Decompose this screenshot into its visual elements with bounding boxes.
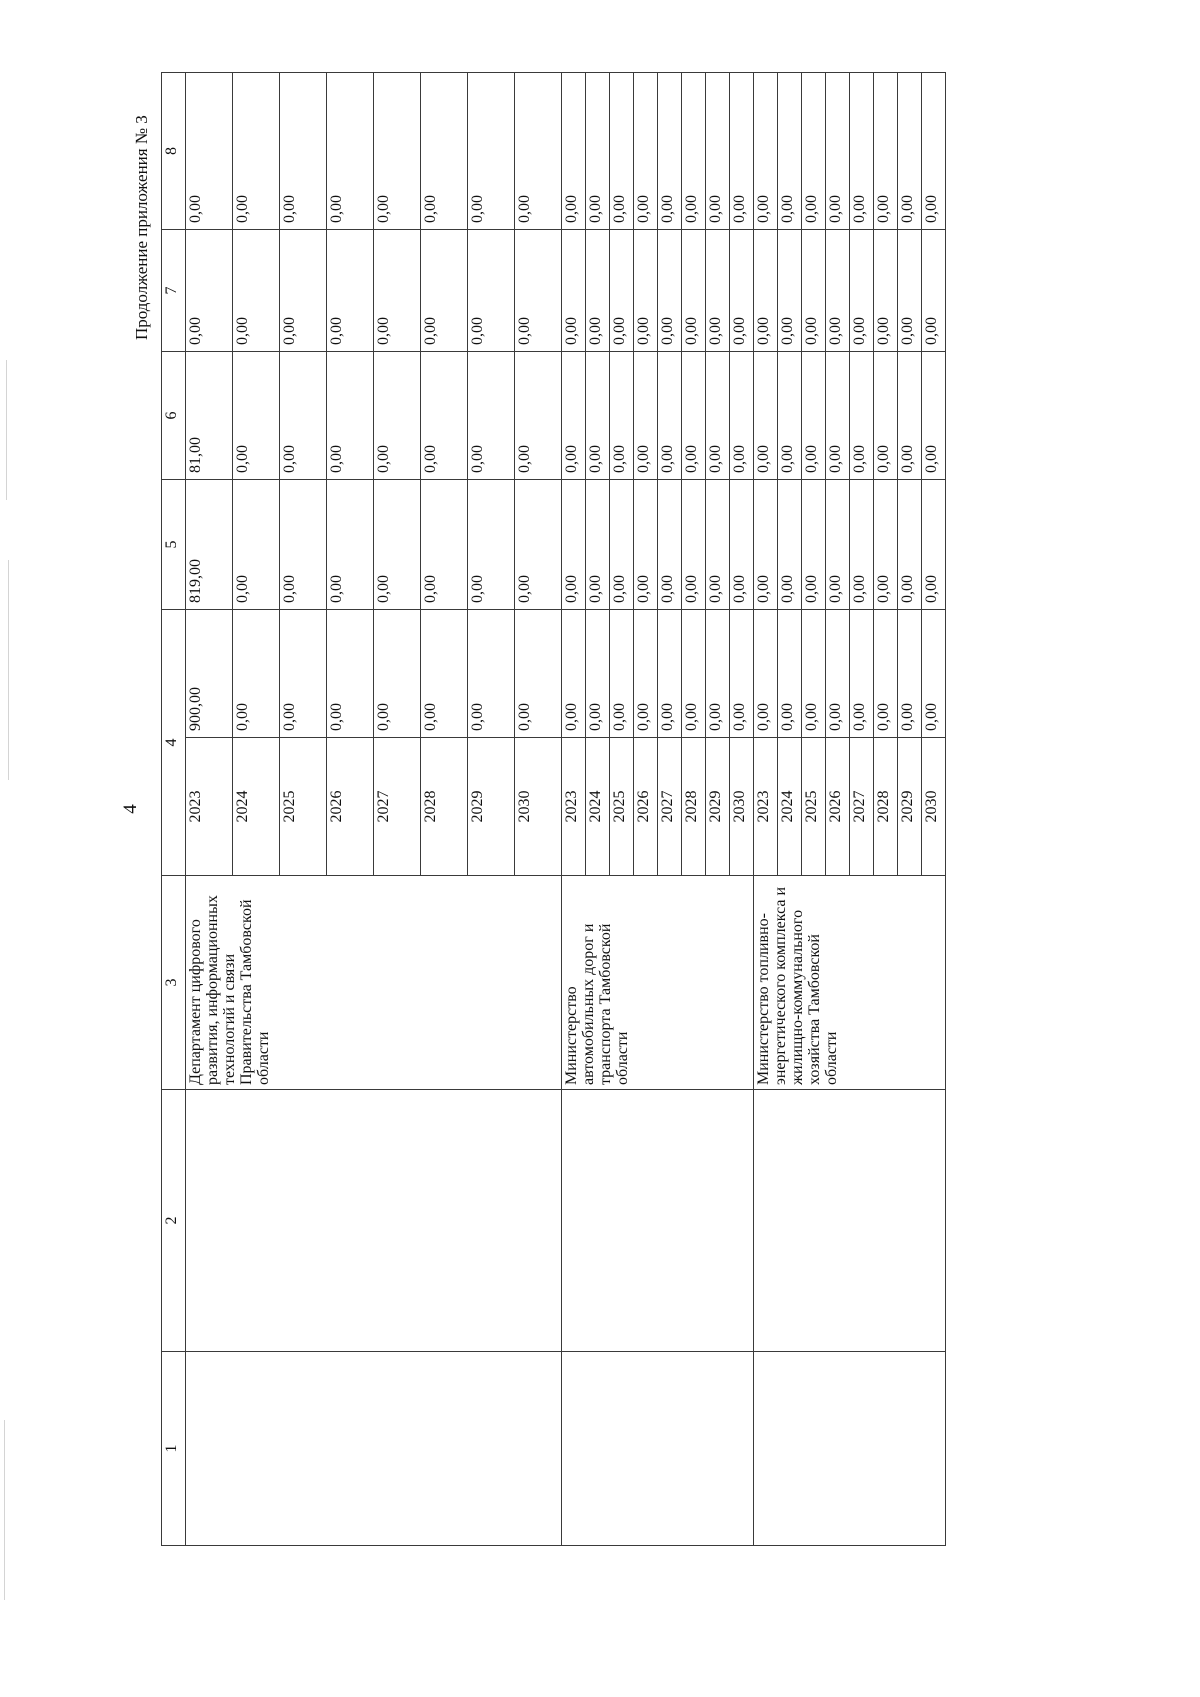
amount-cell: 0,00 (327, 73, 374, 230)
amount-cell: 0,00 (327, 352, 374, 480)
year-cell: 2023 (754, 738, 778, 876)
amount-cell: 0,00 (515, 73, 562, 230)
year-cell: 2027 (374, 738, 421, 876)
amount-cell: 0,00 (610, 480, 634, 610)
amount-cell: 0,00 (730, 610, 754, 738)
table-row (562, 73, 586, 1546)
amount-cell: 0,00 (586, 610, 610, 738)
amount-cell: 0,00 (778, 230, 802, 352)
amount-cell: 0,00 (586, 352, 610, 480)
amount-cell: 0,00 (280, 480, 327, 610)
year-cell: 2025 (802, 738, 826, 876)
amount-cell: 0,00 (586, 480, 610, 610)
continuation-note-wrap (132, 40, 154, 340)
amount-cell: 0,00 (280, 73, 327, 230)
year-cell: 2023 (562, 738, 586, 876)
amount-cell: 0,00 (562, 610, 586, 738)
year-cell: 2028 (874, 738, 898, 876)
year-cell: 2030 (515, 738, 562, 876)
table-head (162, 73, 186, 1546)
amount-cell: 0,00 (922, 480, 946, 610)
year-cell: 2023 (186, 738, 233, 876)
amount-cell: 0,00 (922, 352, 946, 480)
amount-cell: 0,00 (802, 352, 826, 480)
finance-table (161, 72, 946, 1546)
header-col-2: 2 (162, 1090, 186, 1352)
amount-cell: 0,00 (658, 230, 682, 352)
amount-cell: 0,00 (874, 352, 898, 480)
amount-cell: 0,00 (233, 230, 280, 352)
amount-cell: 0,00 (421, 73, 468, 230)
amount-cell: 0,00 (186, 230, 233, 352)
amount-cell: 0,00 (874, 610, 898, 738)
scan-edge-line (4, 1420, 5, 1600)
amount-cell: 0,00 (233, 352, 280, 480)
rotated-table-frame (161, 73, 1061, 1546)
amount-cell: 0,00 (327, 230, 374, 352)
amount-cell: 0,00 (421, 480, 468, 610)
amount-cell: 0,00 (634, 230, 658, 352)
amount-cell: 0,00 (898, 352, 922, 480)
year-cell: 2026 (826, 738, 850, 876)
amount-cell: 0,00 (850, 230, 874, 352)
year-cell: 2029 (898, 738, 922, 876)
amount-cell: 0,00 (610, 352, 634, 480)
amount-cell: 0,00 (562, 480, 586, 610)
year-cell: 2027 (658, 738, 682, 876)
amount-cell: 0,00 (850, 73, 874, 230)
table-body (186, 73, 946, 1546)
amount-cell: 0,00 (468, 610, 515, 738)
amount-cell: 0,00 (468, 352, 515, 480)
scan-edge-line (6, 360, 7, 500)
amount-cell: 0,00 (280, 352, 327, 480)
amount-cell: 0,00 (754, 610, 778, 738)
amount-cell: 900,00 (186, 610, 233, 738)
amount-cell: 0,00 (421, 352, 468, 480)
amount-cell: 0,00 (515, 610, 562, 738)
organization-cell: Министерство топливно-энергетического комплекса и жилищно-коммунального хозяйства Тамбовской области (754, 876, 946, 1090)
amount-cell: 0,00 (922, 73, 946, 230)
amount-cell: 819,00 (186, 480, 233, 610)
header-col-8: 8 (162, 73, 186, 230)
cell-col-1 (186, 1352, 562, 1546)
amount-cell: 0,00 (374, 610, 421, 738)
amount-cell: 0,00 (802, 73, 826, 230)
amount-cell: 0,00 (658, 480, 682, 610)
year-cell: 2025 (610, 738, 634, 876)
amount-cell: 0,00 (778, 610, 802, 738)
amount-cell: 0,00 (586, 73, 610, 230)
amount-cell: 0,00 (778, 73, 802, 230)
amount-cell: 0,00 (515, 480, 562, 610)
amount-cell: 0,00 (374, 480, 421, 610)
amount-cell: 0,00 (898, 610, 922, 738)
amount-cell: 0,00 (754, 480, 778, 610)
amount-cell: 0,00 (874, 480, 898, 610)
amount-cell: 0,00 (634, 352, 658, 480)
amount-cell: 0,00 (706, 610, 730, 738)
amount-cell: 0,00 (682, 73, 706, 230)
amount-cell: 0,00 (658, 610, 682, 738)
scan-edge-line (8, 560, 9, 780)
amount-cell: 0,00 (586, 230, 610, 352)
year-cell: 2024 (586, 738, 610, 876)
year-cell: 2025 (280, 738, 327, 876)
year-cell: 2029 (468, 738, 515, 876)
year-cell: 2026 (634, 738, 658, 876)
amount-cell: 0,00 (186, 73, 233, 230)
amount-cell: 0,00 (730, 230, 754, 352)
year-cell: 2029 (706, 738, 730, 876)
continuation-note: Продолжение приложения № 3 (132, 115, 151, 340)
table-row (754, 73, 778, 1546)
amount-cell: 0,00 (922, 610, 946, 738)
amount-cell: 0,00 (421, 230, 468, 352)
table-row (186, 73, 233, 1546)
organization-cell: Министерство автомобильных дорог и транспорта Тамбовской области (562, 876, 754, 1090)
header-col-4: 4 (162, 610, 186, 876)
amount-cell: 0,00 (233, 610, 280, 738)
cell-col-2 (562, 1090, 754, 1352)
amount-cell: 0,00 (778, 480, 802, 610)
amount-cell: 0,00 (634, 610, 658, 738)
amount-cell: 0,00 (730, 73, 754, 230)
amount-cell: 0,00 (610, 230, 634, 352)
amount-cell: 0,00 (682, 480, 706, 610)
year-cell: 2024 (233, 738, 280, 876)
amount-cell: 0,00 (682, 230, 706, 352)
amount-cell: 0,00 (922, 230, 946, 352)
amount-cell: 0,00 (706, 480, 730, 610)
amount-cell: 0,00 (233, 73, 280, 230)
year-cell: 2028 (421, 738, 468, 876)
amount-cell: 0,00 (468, 230, 515, 352)
amount-cell: 0,00 (327, 480, 374, 610)
amount-cell: 0,00 (874, 230, 898, 352)
header-col-3: 3 (162, 876, 186, 1090)
amount-cell: 81,00 (186, 352, 233, 480)
amount-cell: 0,00 (802, 230, 826, 352)
amount-cell: 0,00 (850, 352, 874, 480)
amount-cell: 0,00 (826, 73, 850, 230)
amount-cell: 0,00 (280, 230, 327, 352)
year-cell: 2030 (730, 738, 754, 876)
amount-cell: 0,00 (802, 480, 826, 610)
amount-cell: 0,00 (374, 230, 421, 352)
amount-cell: 0,00 (468, 480, 515, 610)
amount-cell: 0,00 (634, 480, 658, 610)
amount-cell: 0,00 (826, 230, 850, 352)
year-cell: 2028 (682, 738, 706, 876)
amount-cell: 0,00 (658, 352, 682, 480)
amount-cell: 0,00 (778, 352, 802, 480)
header-col-7: 7 (162, 230, 186, 352)
cell-col-2 (754, 1090, 946, 1352)
header-col-1: 1 (162, 1352, 186, 1546)
amount-cell: 0,00 (754, 230, 778, 352)
year-cell: 2026 (327, 738, 374, 876)
amount-cell: 0,00 (233, 480, 280, 610)
amount-cell: 0,00 (562, 352, 586, 480)
amount-cell: 0,00 (634, 73, 658, 230)
amount-cell: 0,00 (826, 480, 850, 610)
year-cell: 2027 (850, 738, 874, 876)
amount-cell: 0,00 (327, 610, 374, 738)
amount-cell: 0,00 (682, 352, 706, 480)
cell-col-2 (186, 1090, 562, 1352)
amount-cell: 0,00 (515, 230, 562, 352)
amount-cell: 0,00 (826, 610, 850, 738)
amount-cell: 0,00 (826, 352, 850, 480)
amount-cell: 0,00 (421, 610, 468, 738)
year-cell: 2030 (922, 738, 946, 876)
amount-cell: 0,00 (730, 352, 754, 480)
amount-cell: 0,00 (658, 73, 682, 230)
amount-cell: 0,00 (682, 610, 706, 738)
header-row (162, 73, 186, 1546)
amount-cell: 0,00 (850, 480, 874, 610)
organization-cell: Департамент цифрового развития, информационных технологий и связи Правительства Тамбовской области (186, 876, 562, 1090)
amount-cell: 0,00 (706, 73, 730, 230)
amount-cell: 0,00 (802, 610, 826, 738)
amount-cell: 0,00 (754, 352, 778, 480)
amount-cell: 0,00 (562, 73, 586, 230)
amount-cell: 0,00 (898, 73, 922, 230)
cell-col-1 (754, 1352, 946, 1546)
amount-cell: 0,00 (610, 610, 634, 738)
amount-cell: 0,00 (280, 610, 327, 738)
amount-cell: 0,00 (754, 73, 778, 230)
amount-cell: 0,00 (468, 73, 515, 230)
amount-cell: 0,00 (706, 352, 730, 480)
amount-cell: 0,00 (706, 230, 730, 352)
amount-cell: 0,00 (730, 480, 754, 610)
year-cell: 2024 (778, 738, 802, 876)
amount-cell: 0,00 (898, 230, 922, 352)
amount-cell: 0,00 (898, 480, 922, 610)
amount-cell: 0,00 (850, 610, 874, 738)
amount-cell: 0,00 (374, 352, 421, 480)
amount-cell: 0,00 (562, 230, 586, 352)
header-col-5: 5 (162, 480, 186, 610)
amount-cell: 0,00 (374, 73, 421, 230)
page-number: 4 (119, 804, 141, 814)
amount-cell: 0,00 (610, 73, 634, 230)
amount-cell: 0,00 (874, 73, 898, 230)
cell-col-1 (562, 1352, 754, 1546)
amount-cell: 0,00 (515, 352, 562, 480)
header-col-6: 6 (162, 352, 186, 480)
rotated-table-inner (161, 73, 1061, 1546)
